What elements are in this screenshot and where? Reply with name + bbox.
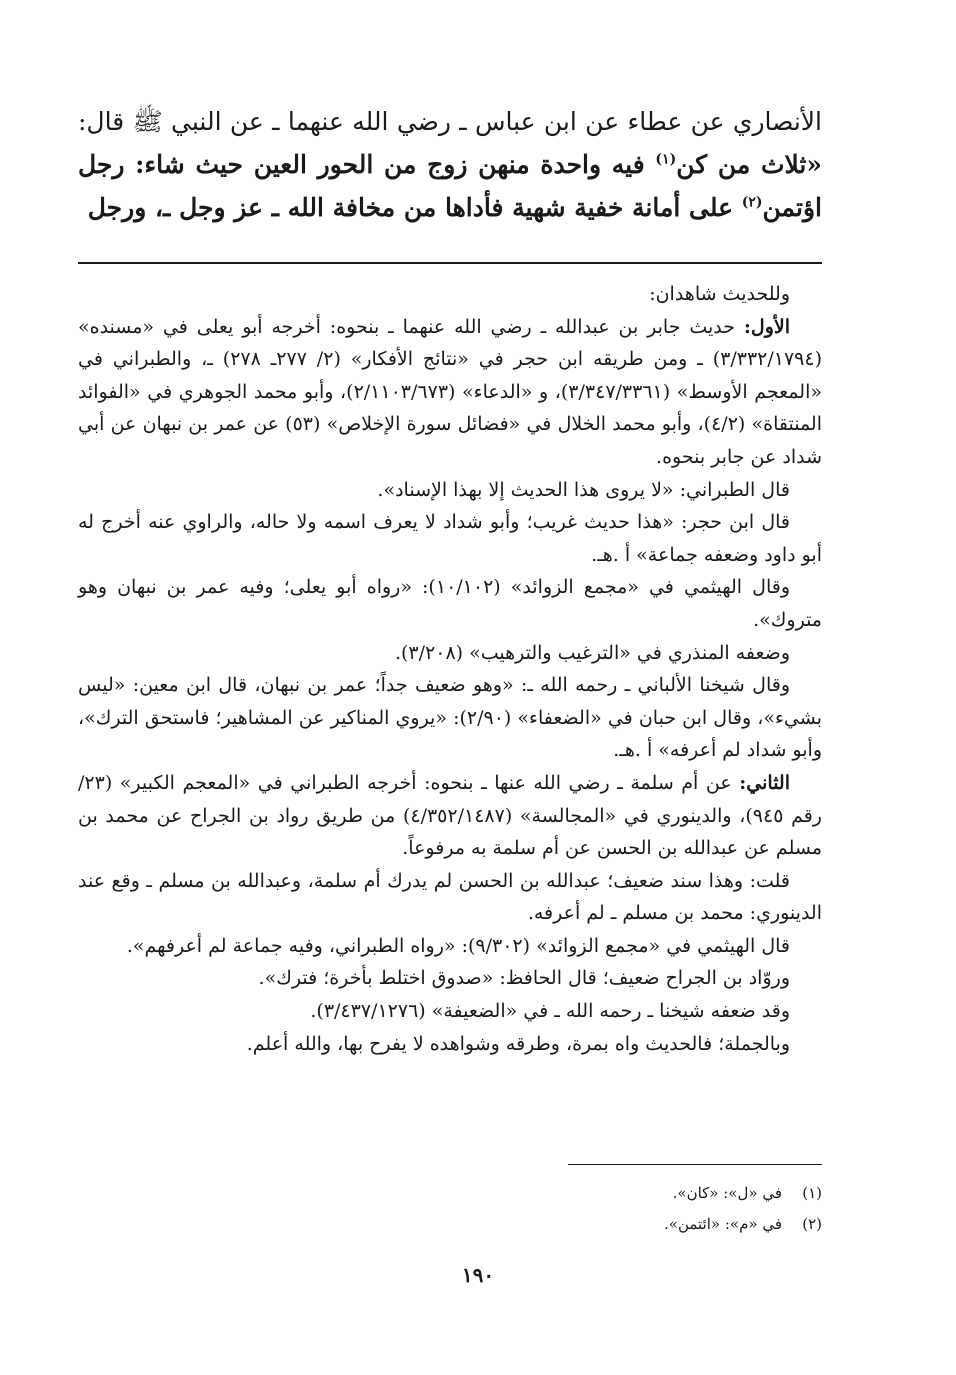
notes-intro: وللحديث شاهدان: [649, 283, 790, 305]
hadith-bold-text [78, 150, 822, 222]
mundhiri-note: وضعفه المنذري في «الترغيب والترهيب» (٣/٢٠٨). [394, 641, 790, 664]
conclusion: وبالجملة؛ فالحديث واه بمرة، وطرقه وشواهده لا يفرح بها، والله أعلم. [246, 1032, 790, 1055]
main-hadith-text [78, 100, 822, 229]
footnote-text: في «ل»: «كان». [672, 1184, 782, 1202]
albani-quote: وقال شيخنا الألباني ـ رحمه الله ـ: «وهو ضعيف جداً؛ عمر بن نبهان، قال ابن معين: «ليس بشيء»، وقال ابن حبان في «الضعفاء» (٢/٩٠): «يروي المناكير عن المشاهير؛ فاستحق الترك»، وأبو شداد لم أعرفه» أ .هـ. [78, 674, 822, 762]
footnote-ref-2: (٢) [741, 194, 763, 211]
footnote-number: (٢) [802, 1215, 822, 1233]
author-comment: قلت: وهذا سند ضعيف؛ عبدالله بن الحسن لم يدرك أم سلمة، وعبدالله بن مسلم ـ وقع عند الدينوري: محمد بن مسلم ـ لم أعرفه. [78, 869, 822, 925]
page-number: ١٩٠ [461, 1263, 495, 1287]
tabarani-quote: قال الطبراني: «لا يروى هذا الحديث إلا بهذا الإسناد». [377, 478, 790, 501]
albani-daifa-note: وقد ضعفه شيخنا ـ رحمه الله ـ في «الضعيفة» (٣/٤٣٧/١٢٧٦). [310, 1000, 790, 1023]
footnote-1 [78, 1178, 822, 1209]
hadith-text-part-3: اؤتمن [762, 193, 822, 222]
footnotes [78, 1178, 822, 1240]
main-line-1: الأنصاري عن عطاء عن ابن عباس ـ رضي الله عنهما ـ عن النبي ﷺ قال: [78, 107, 822, 136]
hadith-text-part-4: على أمانة خفية شهية فأداها من مخافة الله ـ عز وجل ـ، ورجل [87, 193, 742, 222]
rawwad-note: وروّاد بن الجراح ضعيف؛ قال الحافظ: «صدوق اختلط بأخرة؛ فترك». [258, 967, 790, 990]
first-witness-paragraph [78, 311, 822, 474]
haythami-quote-2: قال الهيثمي في «مجمع الزوائد» (٩/٣٠٢): «رواه الطبراني، وفيه جماعة لم أعرفهم». [126, 934, 790, 957]
first-label: الأول: [743, 315, 790, 338]
ibn-hajar-quote: قال ابن حجر: «هذا حديث غريب؛ وأبو شداد لا يعرف اسمه ولا حاله، والراوي عنه أخرج له أبو داود وضعفه جماعة» أ .هـ. [78, 511, 822, 566]
second-witness-paragraph [78, 767, 822, 865]
footnote-text: في «م»: «ائتمن». [664, 1215, 782, 1233]
second-label: الثاني: [739, 771, 790, 794]
commentary-notes [78, 278, 822, 1060]
footnote-number: (١) [802, 1184, 822, 1202]
separator-rule [78, 262, 822, 264]
hadith-text-part-2: فيه واحدة منهن زوج من الحور العين حيث شاء: رجل [78, 150, 656, 179]
footnote-2 [78, 1209, 822, 1240]
hadith-text-part-1: «ثلاث من كن [676, 150, 823, 179]
haythami-quote-1: وقال الهيثمي في «مجمع الزوائد» (١٠/١٠٢): «رواه أبو يعلى؛ وفيه عمر بن نبهان وهو متروك». [78, 576, 822, 631]
first-witness-text: حديث جابر بن عبدالله ـ رضي الله عنهما ـ بنحوه: أخرجه أبو يعلى في «مسنده» (٣/٣٣٢/١٧٩٤) ـ ومن طريقه ابن حجر في «نتائج الأفكار» (٢/ ٢٧٧ـ ٢٧٨) ـ، والطبراني في «المعجم الأوسط» (٣/٣٤٧/٣٣٦١)، و «الدعاء» (٢/١١٠٣/٦٧٣)، وأبو محمد الجوهري في «الفوائد المنتقاة» (٤/٢)، وأبو محمد الخلال في «فضائل سورة الإخلاص» (٥٣) عن عمر بن نبهان عن أبي شداد عن جابر بنحوه. [78, 315, 823, 468]
second-witness-text: عن أم سلمة ـ رضي الله عنها ـ بنحوه: أخرجه الطبراني في «المعجم الكبير» (٢٣/رقم ٩٤٥)، والدينوري في «المجالسة» (٤/٣٥٢/١٤٨٧) من طريق رواد بن الجراح عن محمد بن مسلم عن عبدالله بن الحسن عن أم سلمة به مرفوعاً. [78, 771, 822, 860]
footnote-separator [568, 1164, 822, 1165]
footnote-ref-1: (١) [655, 151, 677, 168]
